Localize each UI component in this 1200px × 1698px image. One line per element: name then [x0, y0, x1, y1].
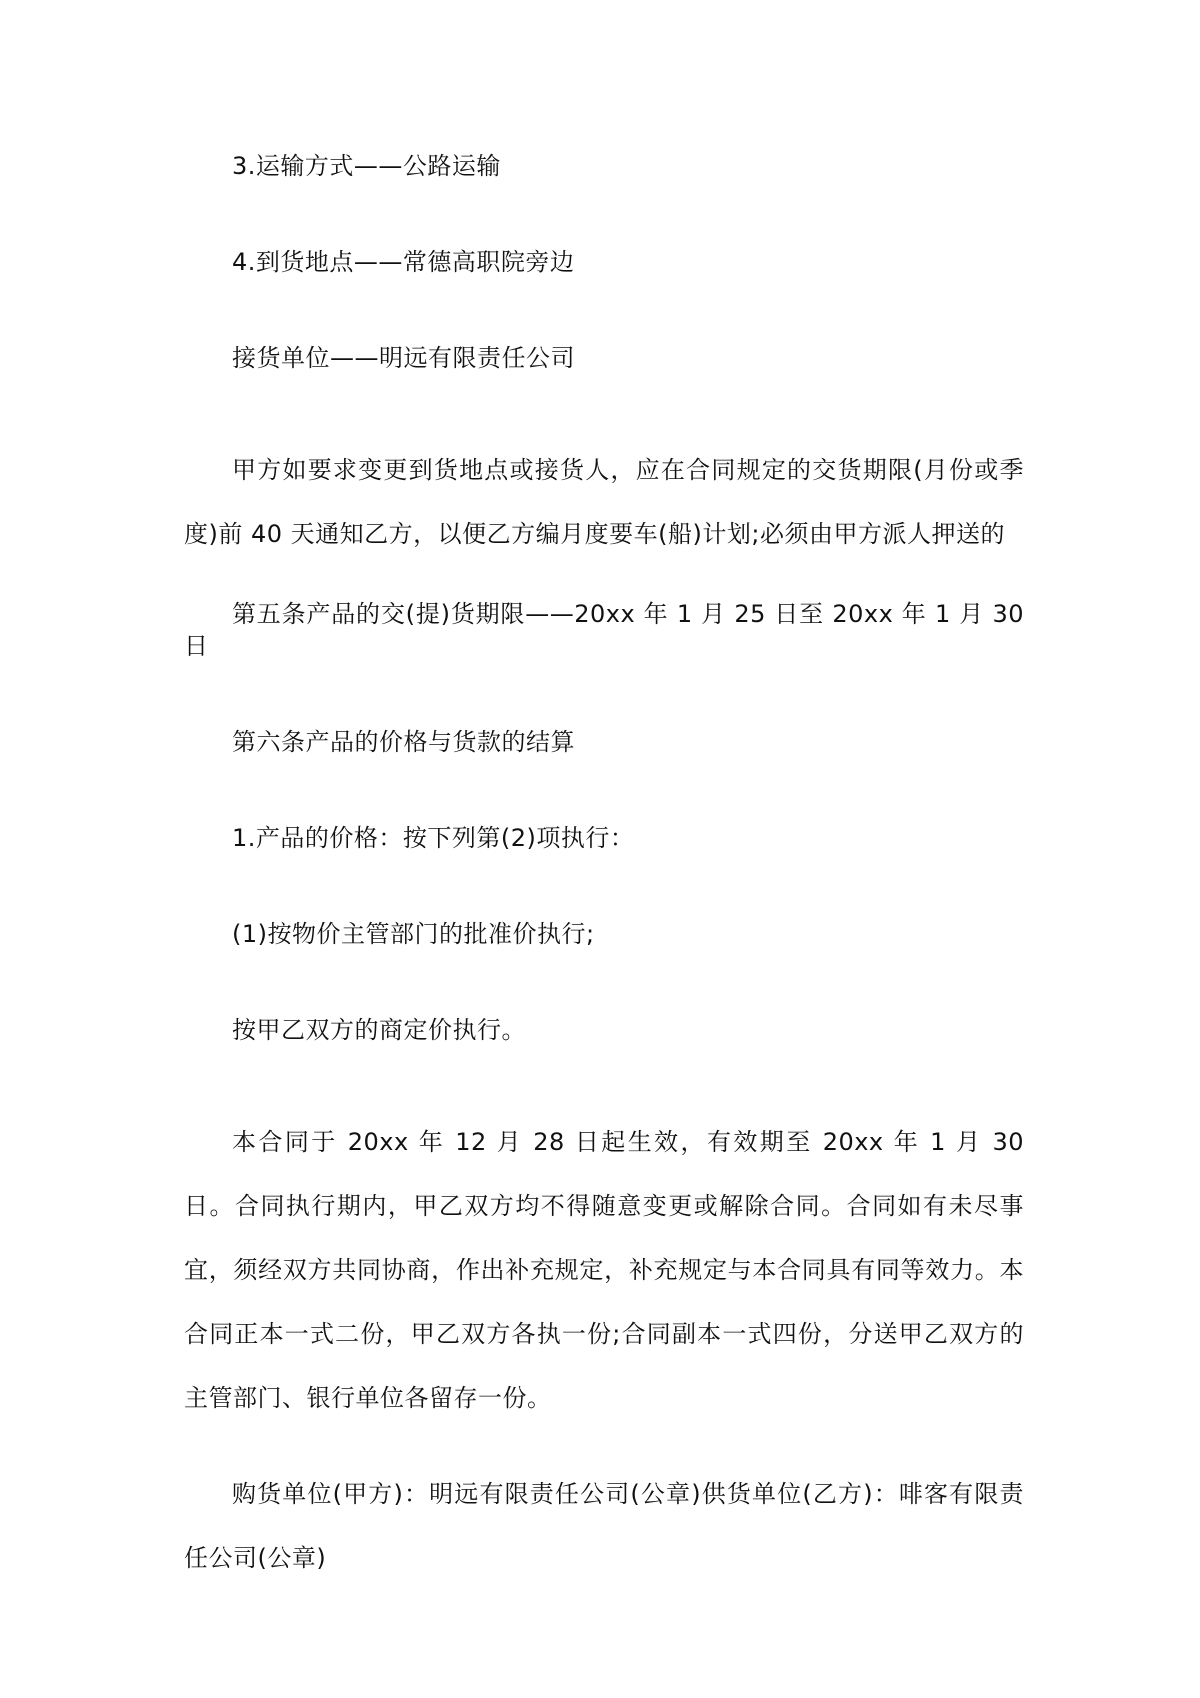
price-option-2: 按甲乙双方的商定价执行。: [232, 1016, 526, 1044]
transport-method-line: 3.运输方式——公路运输: [232, 152, 501, 180]
price-option-1: (1)按物价主管部门的批准价执行;: [232, 920, 595, 948]
price-settlement-heading: 第六条产品的价格与货款的结算: [232, 728, 575, 756]
delivery-location-line: 4.到货地点——常德高职院旁边: [232, 248, 575, 276]
product-price-item: 1.产品的价格：按下列第(2)项执行：: [232, 824, 635, 852]
change-notice-paragraph: 甲方如要求变更到货地点或接货人，应在合同规定的交货期限(月份或季度)前 40 天通知乙方，以便乙方编月度要车(船)计划;必须由甲方派人押送的: [184, 456, 1024, 548]
delivery-period-clause: 第五条产品的交(提)货期限——20xx 年 1 月 25 日至 20xx 年 1 月 30 日: [184, 600, 1024, 660]
document-body: [184, 150, 1024, 1622]
contract-validity-paragraph: 本合同于 20xx 年 12 月 28 日起生效，有效期至 20xx 年 1 月 30 日。合同执行期内，甲乙双方均不得随意变更或解除合同。合同如有未尽事宜，须经双方共同协商，作出补充规定，补充规定与本合同具有同等效力。本合同正本一式二份，甲乙双方各执一份;合同副本一式四份，分送甲乙双方的主管部门、银行单位各留存一份。: [184, 1128, 1024, 1412]
receiving-unit-line: 接货单位——明远有限责任公司: [232, 344, 575, 372]
signatory-parties-paragraph: 购货单位(甲方)：明远有限责任公司(公章)供货单位(乙方)：啡客有限责任公司(公章): [184, 1480, 1024, 1572]
